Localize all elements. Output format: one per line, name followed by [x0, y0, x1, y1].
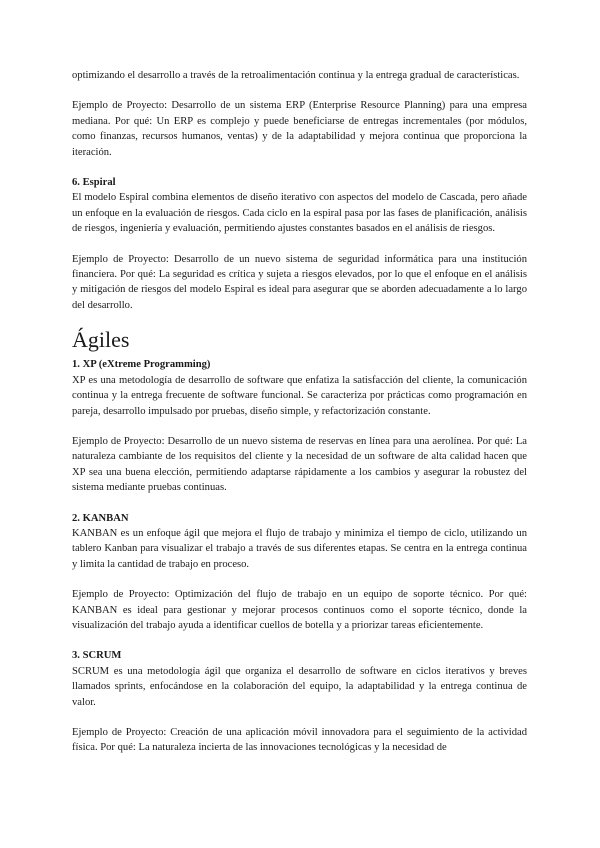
paragraph-espiral-example: Ejemplo de Proyecto: Desarrollo de un nuevo sistema de seguridad informática para una institución financiera. Por qué: La seguridad es crítica y sujeta a riesgos elevados, por lo que el enfoque en el análisis y mitigación de riesgos del modelo Espiral es ideal para asegurar que se aborden adecuadamente a lo largo del desarrollo. [72, 253, 527, 311]
heading-kanban: 2. KANBAN [72, 512, 129, 524]
paragraph-kanban-example: Ejemplo de Proyecto: Optimización del flujo de trabajo en un equipo de soporte técnico. Por qué: KANBAN es ideal para gestionar y mejorar procesos continuos como el soporte técnico, donde la visualización del trabajo ayuda a identificar cuellos de botella y a priorizar tareas eficientemente. [72, 589, 527, 631]
paragraph-espiral: El modelo Espiral combina elementos de diseño iterativo con aspectos del modelo de Cascada, pero añade un enfoque en la evaluación de riesgos. Cada ciclo en la espiral pasa por las fases de planificación, análisis de riesgos, ingeniería y evaluación, permitiendo ajustes constantes basados en el análisis de riesgos. [72, 192, 527, 235]
heading-xp: 1. XP (eXtreme Programming) [72, 359, 211, 371]
heading-scrum: 3. SCRUM [72, 650, 122, 662]
paragraph-kanban: KANBAN es un enfoque ágil que mejora el flujo de trabajo y minimiza el tiempo de ciclo, utilizando un tablero Kanban para visualizar el trabajo a través de sus diferentes etapas. Se centra en la entrega continua y limita la cantidad de trabajo en proceso. [72, 527, 527, 570]
paragraph-xp-example: Ejemplo de Proyecto: Desarrollo de un nuevo sistema de reservas en línea para una aerolínea. Por qué: La naturaleza cambiante de los requisitos del cliente y la necesidad de un software de alta calidad hacen que XP sea una buena elección, permitiendo adaptarse rápidamente a los cambios y asegurar la robustez del sistema mediante pruebas continuas. [72, 435, 527, 494]
paragraph-erp-example: Ejemplo de Proyecto: Desarrollo de un sistema ERP (Enterprise Resource Planning) para una empresa mediana. Por qué: Un ERP es complejo y puede beneficiarse de entregas incrementales (por módulos, como finanzas, recursos humanos, ventas) y de la adaptabilidad y mejora continua que proporciona la iteración. [72, 100, 527, 158]
heading-espiral: 6. Espiral [72, 177, 116, 189]
paragraph-scrum: SCRUM es una metodología ágil que organiza el desarrollo de software en ciclos iterativos y breves llamados sprints, enfocándose en la colaboración del equipo, la adaptabilidad y la entrega continua de valor. [72, 665, 527, 708]
document-body [72, 68, 527, 756]
paragraph-xp: XP es una metodología de desarrollo de software que enfatiza la satisfacción del cliente, la comunicación continua y la entrega frecuente de software funcional. Se caracteriza por prácticas como programación en pareja, desarrollo impulsado por pruebas, diseño simple, y refactorización constante. [72, 374, 527, 417]
section-title-agiles: Ágiles [72, 327, 130, 353]
paragraph-continuation: optimizando el desarrollo a través de la retroalimentación continua y la entrega gradual de características. [72, 70, 520, 81]
paragraph-scrum-example: Ejemplo de Proyecto: Creación de una aplicación móvil innovadora para el seguimiento de la actividad física. Por qué: La naturaleza incierta de las innovaciones tecnológicas y la necesidad de [72, 727, 527, 754]
